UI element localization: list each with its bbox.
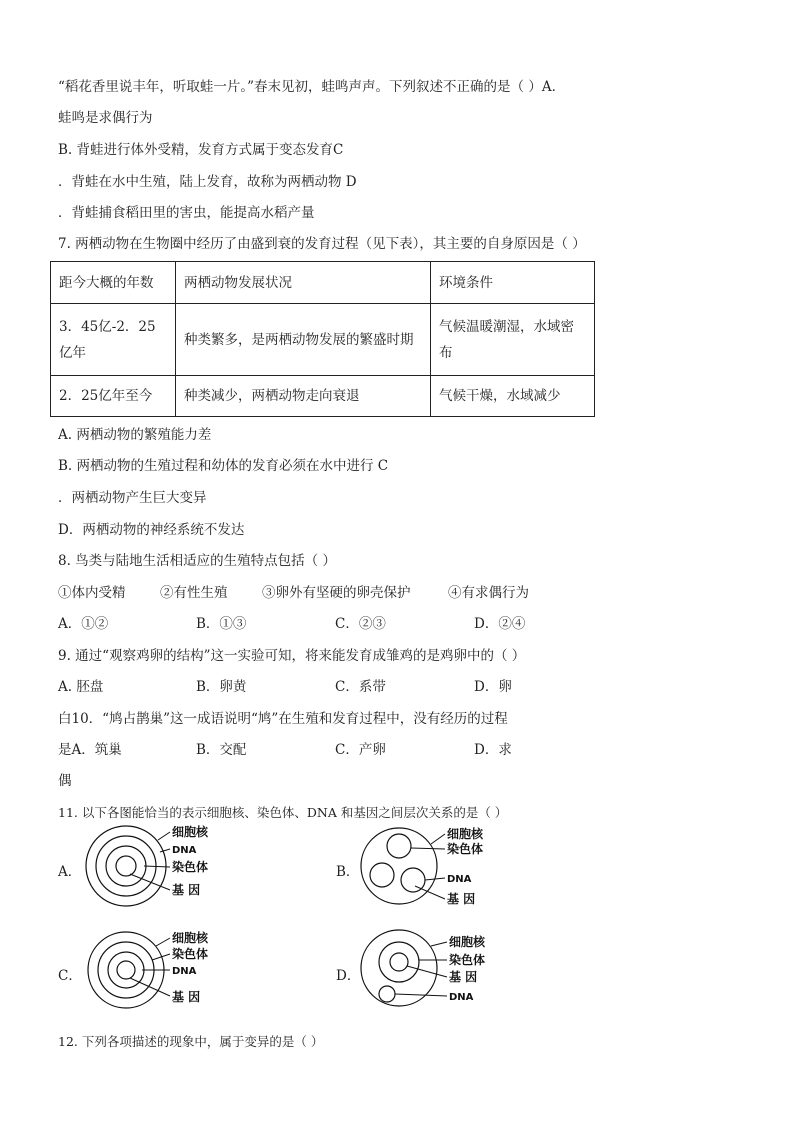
- fig-b-label: 基 因: [447, 892, 476, 906]
- table-header-cell: 环境条件: [431, 262, 595, 304]
- fig-c-label: 细胞核: [172, 931, 209, 945]
- q8-item: ①体内受精: [58, 585, 126, 601]
- q8-option: D．②④: [474, 616, 526, 632]
- q7-option-c: ．两栖动物产生巨大变异: [58, 490, 207, 506]
- q6-line-1: “稻花香里说丰年，听取蛙一片。”春末见初，蛙鸣声声。下列叙述不正确的是（ ）A．: [58, 79, 566, 95]
- fig-d-label: DNA: [449, 992, 474, 1003]
- fig-a-label: 细胞核: [172, 825, 209, 839]
- q10-option: B．交配: [196, 742, 247, 758]
- q9-option: C．系带: [335, 679, 386, 695]
- fig-c-label: 基 因: [172, 990, 201, 1004]
- q9-option: D．卵: [474, 679, 512, 695]
- fig-a-label: 基 因: [172, 883, 201, 897]
- fig-b-label: 细胞核: [447, 827, 484, 841]
- q11-fig-b-label: B．: [336, 864, 360, 880]
- q11-figure-c: [78, 928, 258, 1016]
- q7-option-b: B. 两栖动物的生殖过程和幼体的发育必须在水中进行 C: [58, 458, 389, 474]
- q6-line-2: 蛙鸣是求偶行为: [58, 110, 153, 126]
- q8-item: ②有性生殖: [160, 585, 228, 601]
- table-cell: 气候温暖潮湿，水域密布: [431, 304, 595, 376]
- q8-item: ③卵外有坚硬的卵壳保护: [262, 585, 411, 601]
- table-cell: 种类减少，两栖动物走向衰退: [176, 376, 431, 417]
- q11-figure-a: [78, 822, 258, 912]
- fig-c-label: 染色体: [172, 947, 209, 961]
- q12-stem: 12. 下列各项描述的现象中，属于变异的是（ ）: [58, 1034, 324, 1049]
- q6-line-4: ．背蛙在水中生殖，陆上发育，故称为两栖动物 D: [58, 174, 357, 190]
- fig-c-label: DNA: [172, 966, 197, 977]
- table-cell: 2．25亿年至今: [51, 376, 176, 417]
- q9-option: B．卵黄: [196, 679, 247, 695]
- q7-option-d: D．两栖动物的神经系统不发达: [58, 522, 245, 538]
- table-row: [51, 376, 595, 417]
- table-header-cell: 两栖动物发展状况: [176, 262, 431, 304]
- q11-fig-c-label: C．: [58, 968, 82, 984]
- q11-figure-d: [355, 928, 535, 1016]
- fig-b-label: 染色体: [447, 842, 484, 856]
- table-cell: 3．45亿-2．25亿年: [51, 304, 176, 376]
- q11-fig-a-label: A．: [58, 864, 82, 880]
- fig-d-label: 细胞核: [449, 935, 486, 949]
- table-row: [51, 304, 595, 376]
- q9-stem: 9. 通过“观察鸡卵的结构”这一实验可知，将来能发育成雏鸡的是鸡卵中的（ ）: [58, 648, 526, 664]
- table-header-cell: 距今大概的年数: [51, 262, 176, 304]
- table-cell: 气候干燥，水域减少: [431, 376, 595, 417]
- q10-line-3: 偶: [58, 773, 72, 789]
- q8-option: A．①②: [58, 616, 109, 632]
- fig-a-label: DNA: [172, 845, 197, 856]
- q8-item: ④有求偶行为: [448, 585, 529, 601]
- q7-table: [50, 261, 595, 417]
- q8-option: C．②③: [335, 616, 386, 632]
- table-header-row: [51, 262, 595, 304]
- q6-line-3: B. 背蛙进行体外受精，发育方式属于变态发育C: [58, 142, 344, 158]
- q11-stem: 11. 以下各图能恰当的表示细胞核、染色体、DNA 和基因之间层次关系的是（ ）: [58, 805, 508, 820]
- q8-option: B．①③: [196, 616, 247, 632]
- q10-option: C．产卵: [335, 742, 386, 758]
- q10-option: D．求: [474, 742, 512, 758]
- q9-option: A. 胚盘: [58, 679, 104, 695]
- q7-option-a: A. 两栖动物的繁殖能力差: [58, 427, 212, 443]
- q10-line-1: 白10．“鸠占鹊巢”这一成语说明“鸠”在生殖和发育过程中，没有经历的过程: [58, 711, 508, 727]
- table-cell: 种类繁多，是两栖动物发展的繁盛时期: [176, 304, 431, 376]
- q10-option-a: 是A．筑巢: [58, 742, 122, 758]
- q11-fig-d-label: D．: [336, 968, 361, 984]
- q6-line-5: ．背蛙捕食稻田里的害虫，能提高水稻产量: [58, 205, 315, 221]
- fig-a-label: 染色体: [172, 860, 209, 874]
- fig-b-label: DNA: [447, 874, 472, 885]
- fig-d-label: 基 因: [449, 970, 478, 984]
- q11-figure-b: [355, 822, 535, 916]
- q7-stem: 7. 两栖动物在生物圈中经历了由盛到衰的发育过程（见下表），其主要的自身原因是（ ）: [58, 236, 586, 252]
- fig-d-label: 染色体: [449, 953, 486, 967]
- q8-stem: 8. 鸟类与陆地生活相适应的生殖特点包括（ ）: [58, 553, 336, 569]
